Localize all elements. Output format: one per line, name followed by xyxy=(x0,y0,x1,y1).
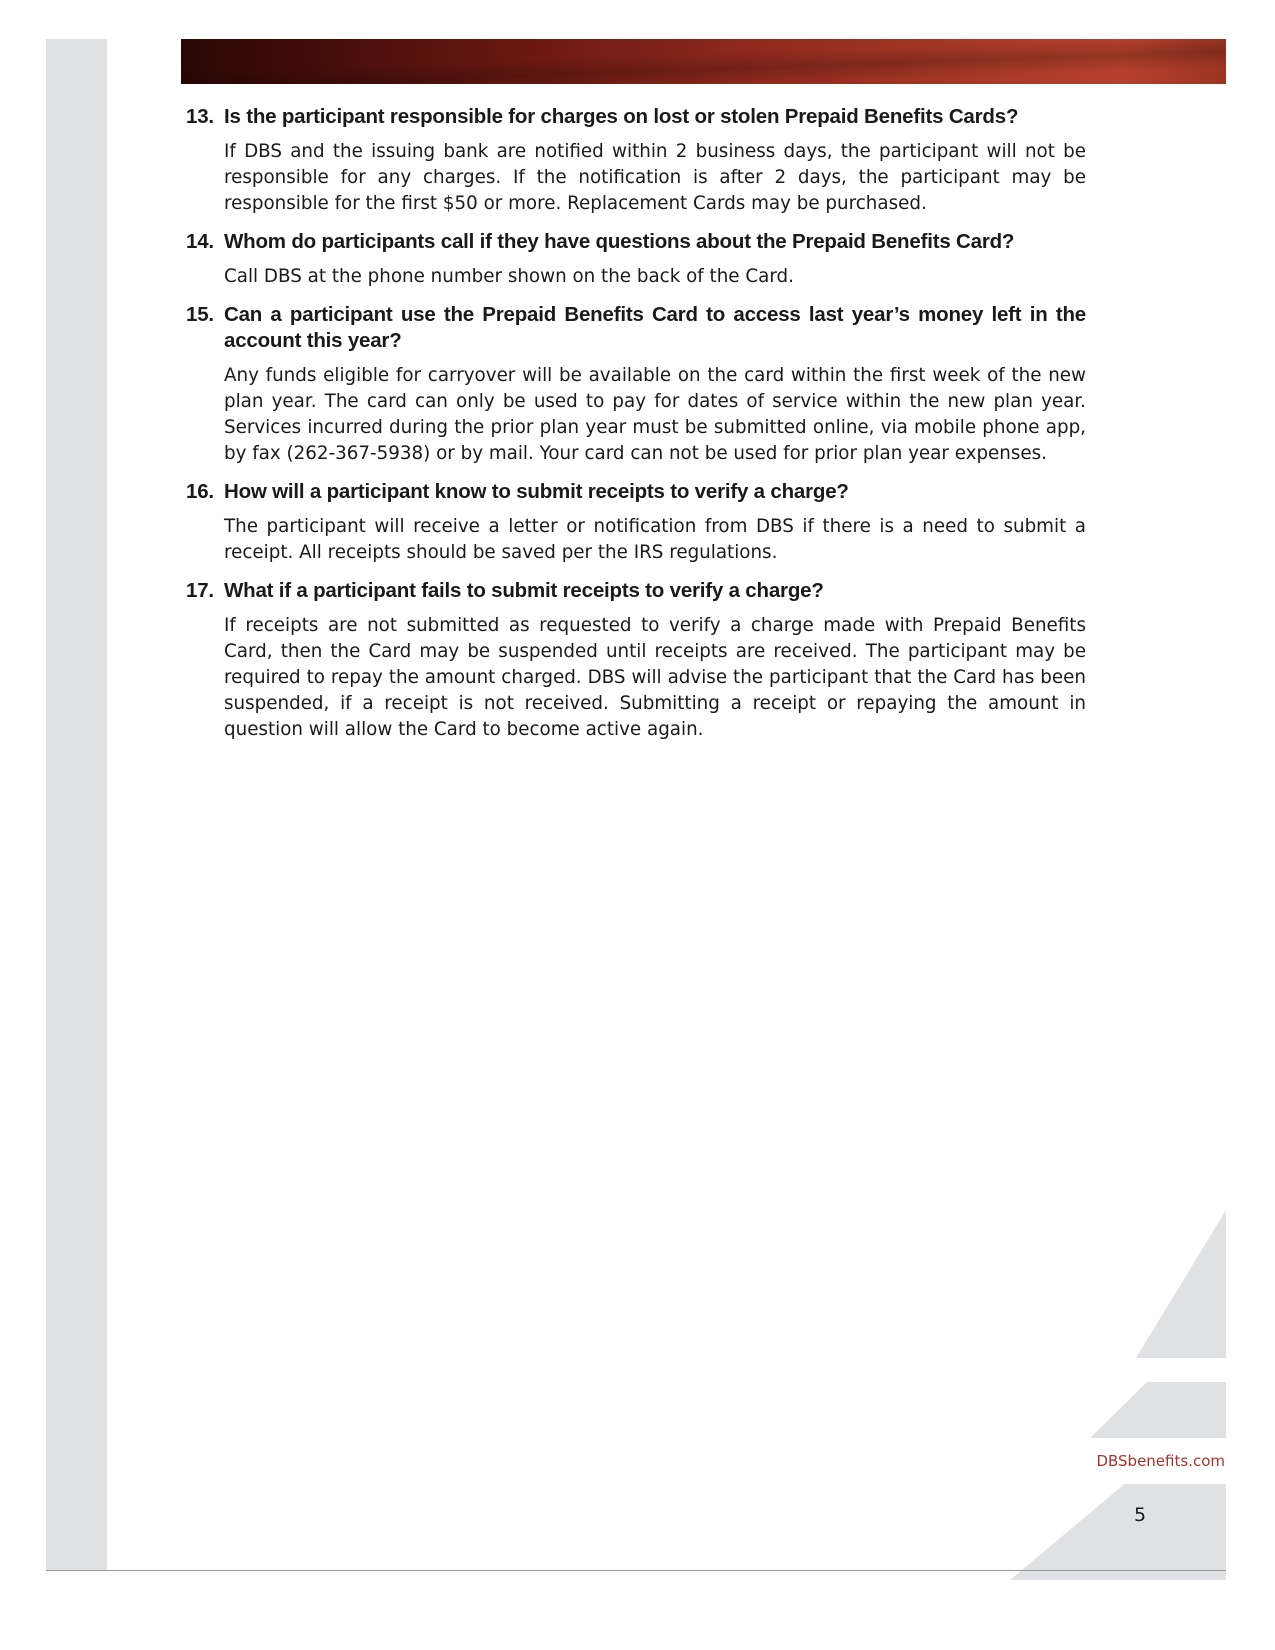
answer-text: Call DBS at the phone number shown on the back of the Card. xyxy=(224,266,794,287)
answer-text: The participant will receive a letter or notification from DBS if there is a need to submit a receipt. All receipts should be saved per the IRS regulations. xyxy=(224,516,1086,563)
faq-list xyxy=(186,104,1086,755)
decorative-trapezoid-bottom xyxy=(1010,1484,1226,1580)
question-number: 16. xyxy=(186,480,214,503)
question xyxy=(186,578,1086,604)
faq-item-16 xyxy=(186,479,1086,566)
faq-item-15 xyxy=(186,302,1086,467)
faq-item-14 xyxy=(186,229,1086,290)
faq-item-13 xyxy=(186,104,1086,217)
decorative-trapezoid-middle xyxy=(1090,1382,1226,1438)
faq-item-17 xyxy=(186,578,1086,743)
answer-text: If DBS and the issuing bank are notified within 2 business days, the participant will not be responsible for any charges. If the notification is after 2 days, the participant may be responsible for the first $50 or more. Replacement Cards may be purchased. xyxy=(224,141,1086,214)
question-text: What if a participant fails to submit receipts to verify a charge? xyxy=(224,579,824,602)
question xyxy=(186,104,1086,130)
question-text: Can a participant use the Prepaid Benefits Card to access last year’s money left in the account this year? xyxy=(224,303,1086,352)
page-number: 5 xyxy=(1133,1504,1147,1526)
question-number: 14. xyxy=(186,230,214,253)
question-text: Whom do participants call if they have questions about the Prepaid Benefits Card? xyxy=(224,230,1015,253)
decorative-triangle-top xyxy=(1136,1210,1226,1358)
header-banner xyxy=(181,39,1226,84)
footer-website-link[interactable]: DBSbenefits.com xyxy=(1096,1452,1225,1470)
question-number: 17. xyxy=(186,579,214,602)
question-number: 13. xyxy=(186,105,214,128)
left-sidebar-bar xyxy=(46,39,107,1571)
question-text: How will a participant know to submit receipts to verify a charge? xyxy=(224,480,849,503)
question xyxy=(186,302,1086,354)
question-text: Is the participant responsible for charges on lost or stolen Prepaid Benefits Cards? xyxy=(224,105,1019,128)
question-number: 15. xyxy=(186,303,214,326)
question xyxy=(186,229,1086,255)
answer-text: If receipts are not submitted as requested to verify a charge made with Prepaid Benefits Card, then the Card may be suspended until receipts are received. The participant may be required to repay the amount charged. DBS will advise the participant that the Card has been suspended, if a receipt is not received. Submitting a receipt or repaying the amount in question will allow the Card to become active again. xyxy=(224,615,1086,740)
footer-divider xyxy=(46,1570,1226,1571)
answer-text: Any funds eligible for carryover will be available on the card within the first week of the new plan year. The card can only be used to pay for dates of service within the new plan year. Services incurred during the prior plan year must be submitted online, via mobile phone app, by fax (262-367-5938) or by mail. Your card can not be used for prior plan year expenses. xyxy=(224,365,1086,464)
question xyxy=(186,479,1086,505)
